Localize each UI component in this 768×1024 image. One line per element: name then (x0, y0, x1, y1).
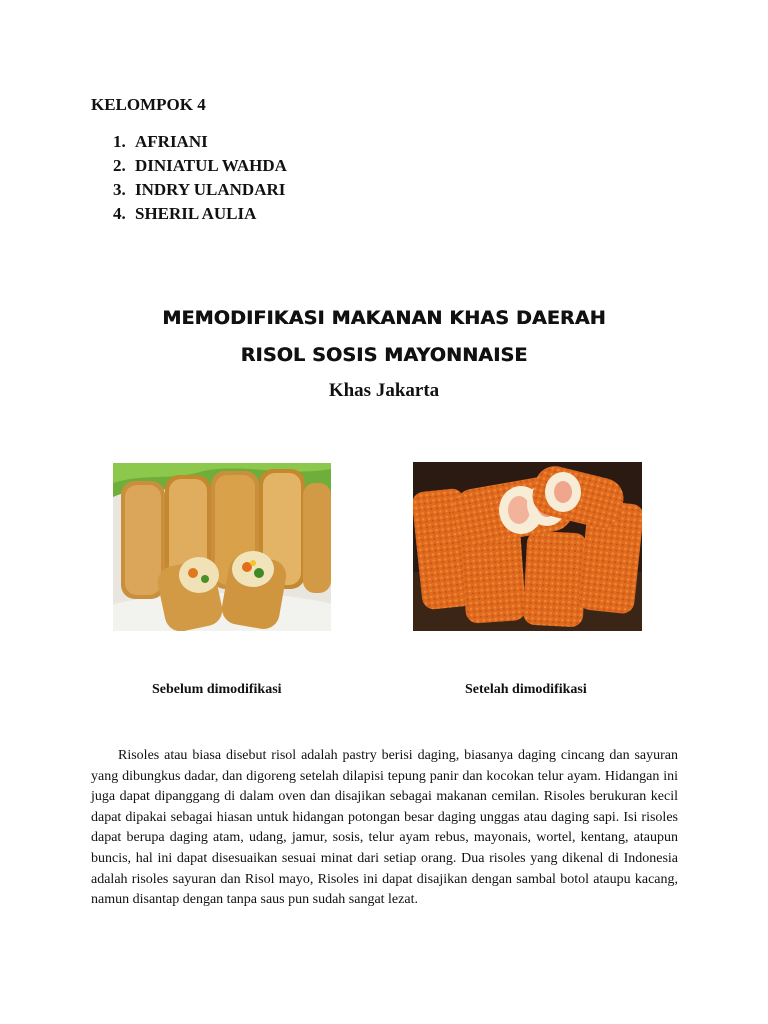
list-number: 2. (113, 156, 126, 175)
member-list (113, 130, 287, 226)
member-name: INDRY ULANDARI (135, 180, 286, 199)
list-item (113, 178, 287, 202)
spring-rolls-photo (113, 463, 331, 631)
headline-line-2: RISOL SOSIS MAYONNAISE (240, 344, 528, 366)
region-subtitle: Khas Jakarta (328, 380, 440, 401)
member-name: SHERIL AULIA (135, 204, 257, 223)
caption-after: Setelah dimodifikasi (465, 682, 587, 697)
member-name: DINIATUL WAHDA (135, 156, 287, 175)
list-number: 1. (113, 132, 126, 151)
list-number: 4. (113, 204, 126, 223)
list-item (113, 130, 287, 154)
member-name: AFRIANI (135, 132, 208, 151)
body-paragraph: Risoles atau biasa disebut risol adalah pastry berisi daging, biasanya daging cincang dan sayuran yang dibungkus dadar, dan digoreng setelah dilapisi tepung panir dan kocokan telur ayam. Hidangan ini juga dapat dipanggang di dalam oven dan disajikan sebagai makanan cemilan. Risoles berukuran kecil dapat dipakai sebagai hiasan untuk hidangan potongan besar daging unggas atau daging sapi. Isi risoles dapat berupa daging atam, udang, jamur, sosis, telur ayam rebus, mayonais, wortel, kentang, ataupun buncis, hal ini dapat disesuaikan sesuai minat dari setiap orang. Dua risoles yang dikenal di Indonesia adalah risoles sayuran dan Risol mayo, Risoles ini dapat disajikan dengan sambal botol ataupu kacang, namun disantap dengan tanpa saus pun sudah sangat lezat. (91, 748, 678, 908)
list-item (113, 202, 287, 226)
caption-before: Sebelum dimodifikasi (152, 682, 282, 697)
list-item (113, 154, 287, 178)
group-title: KELOMPOK 4 (91, 95, 206, 114)
headline-line-1: MEMODIFIKASI MAKANAN KHAS DAERAH (162, 307, 606, 329)
fried-risol-mayo-photo (413, 462, 642, 631)
list-number: 3. (113, 180, 126, 199)
